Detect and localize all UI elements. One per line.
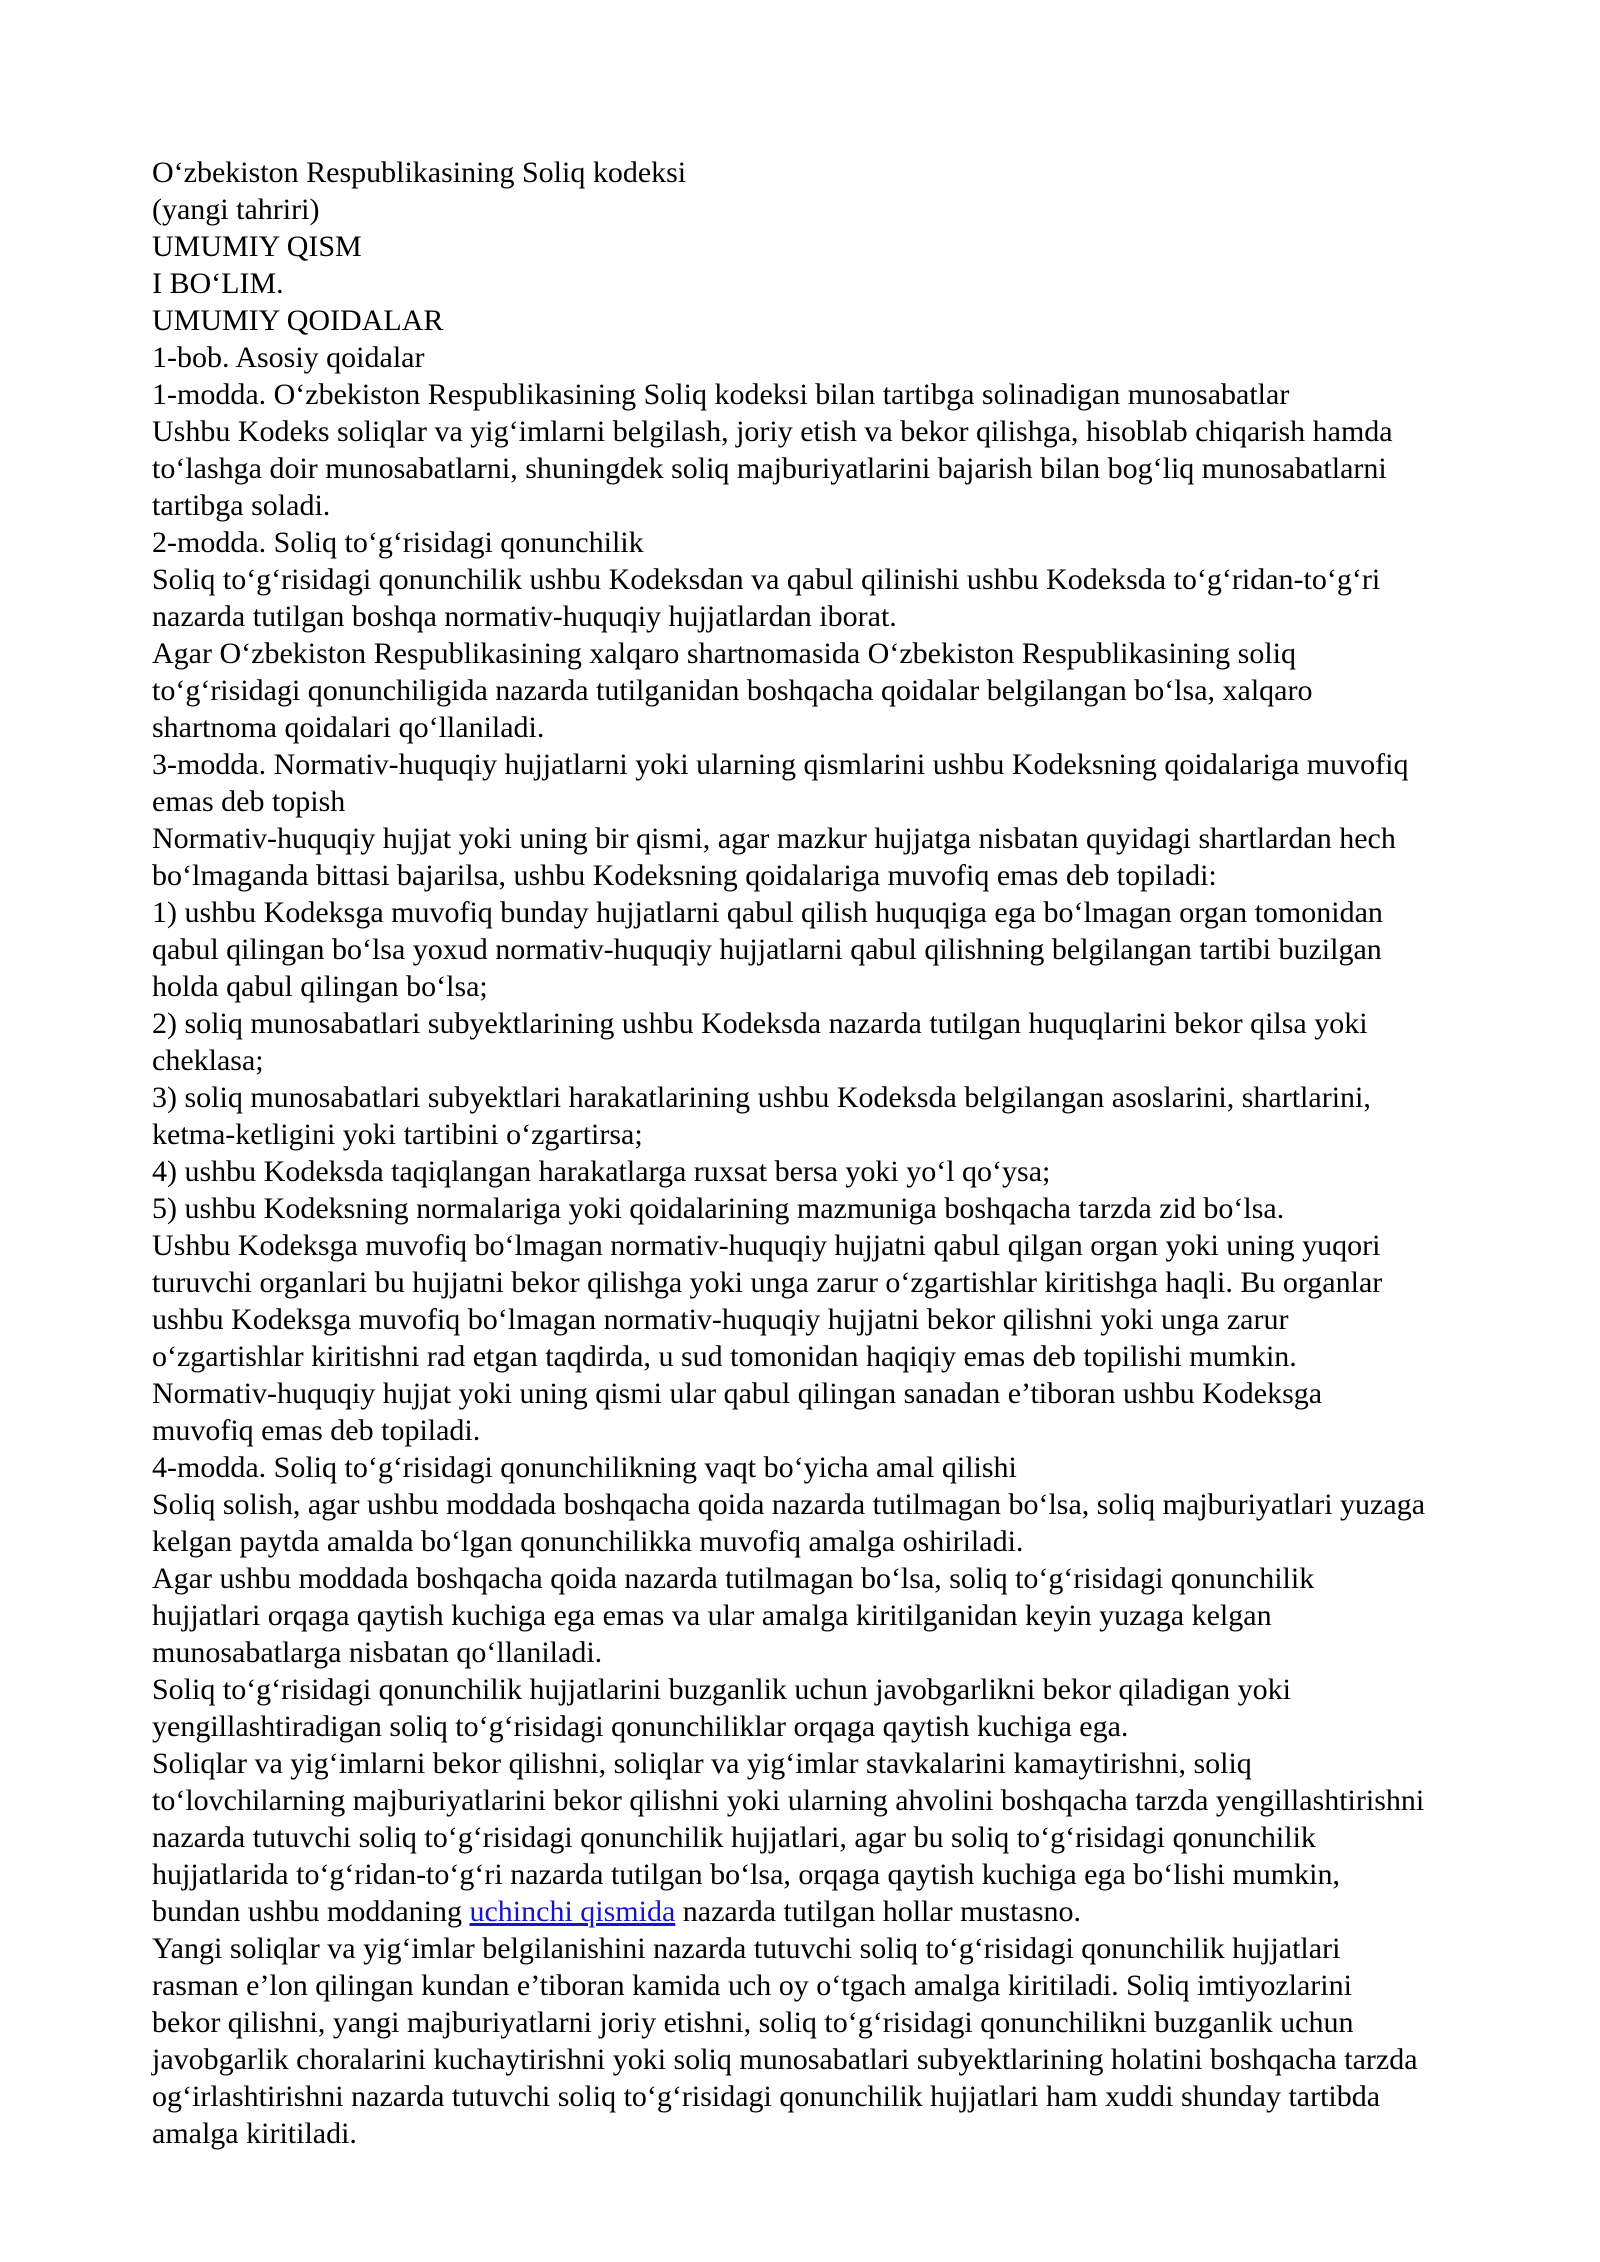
text-span: qabul qilingan bo‘lsa yoxud normativ-huquqiy hujjatlarni qabul qilishning belgilangan tartibi buzilgan — [152, 933, 1382, 966]
text-span: bekor qilishni, yangi majburiyatlarni joriy etishni, soliq to‘g‘risidagi qonunchilikni buzganlik uchun — [152, 2006, 1354, 2039]
text-line — [152, 635, 1562, 672]
text-span: amalga kiritiladi. — [152, 2117, 357, 2150]
text-line — [152, 1819, 1562, 1856]
text-line — [152, 1005, 1562, 1042]
text-line — [152, 1560, 1562, 1597]
text-line — [152, 1967, 1562, 2004]
text-span: javobgarlik choralarini kuchaytirishni yoki soliq munosabatlari subyektlarining holatini boshqacha tarzda — [152, 2043, 1418, 2076]
link-uchinchi-qismida[interactable]: uchinchi qismida — [469, 1895, 676, 1928]
text-span: bo‘lmaganda bittasi bajarilsa, ushbu Kodeksning qoidalariga muvofiq emas deb topiladi: — [152, 859, 1217, 892]
heading-line — [152, 376, 1562, 413]
text-line — [152, 2004, 1562, 2041]
text-line — [152, 598, 1562, 635]
text-span: tartibga soladi. — [152, 489, 331, 522]
text-line — [152, 1190, 1562, 1227]
text-span: Soliq solish, agar ushbu moddada boshqacha qoida nazarda tutilmagan bo‘lsa, soliq majburiyatlari yuzaga — [152, 1488, 1426, 1521]
document-body — [152, 154, 1562, 2152]
text-line — [152, 968, 1562, 1005]
text-line — [152, 1375, 1562, 1412]
text-span: muvofiq emas deb topiladi. — [152, 1414, 481, 1447]
text-line — [152, 820, 1562, 857]
text-span: I BO‘LIM. — [152, 267, 284, 300]
text-line — [152, 1486, 1562, 1523]
text-line — [152, 1782, 1562, 1819]
text-span: 1-bob. Asosiy qoidalar — [152, 341, 425, 374]
document-title-line — [152, 191, 1562, 228]
text-span: munosabatlarga nisbatan qo‘llaniladi. — [152, 1636, 603, 1669]
text-line — [152, 1264, 1562, 1301]
heading-line — [152, 783, 1562, 820]
heading-line — [152, 746, 1562, 783]
text-span: 3-modda. Normativ-huquqiy hujjatlarni yoki ularning qismlarini ushbu Kodeksning qoidalariga muvofiq — [152, 748, 1409, 781]
text-span: nazarda tutuvchi soliq to‘g‘risidagi qonunchilik hujjatlari, agar bu soliq to‘g‘risidagi qonunchilik — [152, 1821, 1316, 1854]
text-span: Normativ-huquqiy hujjat yoki uning bir qismi, agar mazkur hujjatga nisbatan quyidagi shartlardan hech — [152, 822, 1396, 855]
text-line — [152, 1116, 1562, 1153]
text-line — [152, 487, 1562, 524]
text-line — [152, 1745, 1562, 1782]
heading-line — [152, 524, 1562, 561]
text-span: UMUMIY QISM — [152, 230, 362, 263]
text-span: emas deb topish — [152, 785, 346, 818]
text-span: Ushbu Kodeksga muvofiq bo‘lmagan normativ-huquqiy hujjatni qabul qilgan organ yoki uning yuqori — [152, 1229, 1381, 1262]
text-span: to‘lovchilarning majburiyatlarini bekor qilishni yoki ularning ahvolini boshqacha tarzda yengillashtirishni — [152, 1784, 1425, 1817]
text-span: 4) ushbu Kodeksda taqiqlangan harakatlarga ruxsat bersa yoki yo‘l qo‘ysa; — [152, 1155, 1051, 1188]
text-span: holda qabul qilingan bo‘lsa; — [152, 970, 488, 1003]
text-span: Yangi soliqlar va yig‘imlar belgilanishini nazarda tutuvchi soliq to‘g‘risidagi qonunchilik hujjatlari — [152, 1932, 1341, 1965]
text-line — [152, 1597, 1562, 1634]
text-line — [152, 1893, 1562, 1930]
text-line — [152, 1930, 1562, 1967]
text-line — [152, 561, 1562, 598]
text-span: O‘zbekiston Respublikasining Soliq kodeksi — [152, 156, 687, 189]
text-span: hujjatlari orqaga qaytish kuchiga ega emas va ular amalga kiritilganidan keyin yuzaga kelgan — [152, 1599, 1272, 1632]
text-line — [152, 857, 1562, 894]
text-line — [152, 1042, 1562, 1079]
text-span: ketma-ketligini yoki tartibini o‘zgartirsa; — [152, 1118, 643, 1151]
text-line — [152, 1227, 1562, 1264]
text-line — [152, 894, 1562, 931]
text-line — [152, 1338, 1562, 1375]
text-span: Normativ-huquqiy hujjat yoki uning qismi ular qabul qilingan sanadan e’tiboran ushbu Kodeksga — [152, 1377, 1323, 1410]
text-line — [152, 450, 1562, 487]
text-span: Agar O‘zbekiston Respublikasining xalqaro shartnomasida O‘zbekiston Respublikasining soliq — [152, 637, 1296, 670]
text-span: kelgan paytda amalda bo‘lgan qonunchilikka muvofiq amalga oshiriladi. — [152, 1525, 1024, 1558]
text-span: Soliq to‘g‘risidagi qonunchilik ushbu Kodeksdan va qabul qilinishi ushbu Kodeksda to‘g‘ridan-to‘g‘ri — [152, 563, 1381, 596]
text-span: nazarda tutilgan boshqa normativ-huquqiy hujjatlardan iborat. — [152, 600, 897, 633]
text-line — [152, 2078, 1562, 2115]
text-span: UMUMIY QOIDALAR — [152, 304, 444, 337]
text-span: Soliqlar va yig‘imlarni bekor qilishni, soliqlar va yig‘imlar stavkalarini kamaytirishni, soliq — [152, 1747, 1252, 1780]
text-line — [152, 1079, 1562, 1116]
text-span: 2-modda. Soliq to‘g‘risidagi qonunchilik — [152, 526, 644, 559]
text-line — [152, 672, 1562, 709]
text-line — [152, 1153, 1562, 1190]
text-line — [152, 709, 1562, 746]
text-span: 1) ushbu Kodeksga muvofiq bunday hujjatlarni qabul qilish huquqiga ega bo‘lmagan organ tomonidan — [152, 896, 1383, 929]
text-line — [152, 1856, 1562, 1893]
text-span: (yangi tahriri) — [152, 193, 320, 226]
text-line — [152, 1671, 1562, 1708]
text-span: 5) ushbu Kodeksning normalariga yoki qoidalarining mazmuniga boshqacha tarzda zid bo‘lsa. — [152, 1192, 1285, 1225]
text-line — [152, 1523, 1562, 1560]
text-span: 3) soliq munosabatlari subyektlari harakatlarining ushbu Kodeksda belgilangan asoslarini, shartlarini, — [152, 1081, 1371, 1114]
text-line — [152, 1708, 1562, 1745]
text-line — [152, 1412, 1562, 1449]
text-span: ushbu Kodeksga muvofiq bo‘lmagan normativ-huquqiy hujjatni bekor qilishni yoki unga zarur — [152, 1303, 1289, 1336]
text-span: Agar ushbu moddada boshqacha qoida nazarda tutilmagan bo‘lsa, soliq to‘g‘risidagi qonunchilik — [152, 1562, 1315, 1595]
text-span: 4-modda. Soliq to‘g‘risidagi qonunchilikning vaqt bo‘yicha amal qilishi — [152, 1451, 1017, 1484]
text-span: to‘g‘risidagi qonunchiligida nazarda tutilganidan boshqacha qoidalar belgilangan bo‘lsa, xalqaro — [152, 674, 1313, 707]
text-span: cheklasa; — [152, 1044, 264, 1077]
text-span: Soliq to‘g‘risidagi qonunchilik hujjatlarini buzganlik uchun javobgarlikni bekor qiladigan yoki — [152, 1673, 1291, 1706]
text-span: hujjatlarida to‘g‘ridan-to‘g‘ri nazarda tutilgan bo‘lsa, orqaga qaytish kuchiga ega bo‘lishi mumkin, — [152, 1858, 1340, 1891]
text-line — [152, 413, 1562, 450]
text-line — [152, 2041, 1562, 2078]
text-line — [152, 2115, 1562, 2152]
text-span: 2) soliq munosabatlari subyektlarining ushbu Kodeksda nazarda tutilgan huquqlarini bekor qilsa yoki — [152, 1007, 1368, 1040]
text-span: turuvchi organlari bu hujjatni bekor qilishga yoki unga zarur o‘zgartishlar kiritishga haqli. Bu organlar — [152, 1266, 1383, 1299]
heading-line — [152, 265, 1562, 302]
text-span: shartnoma qoidalari qo‘llaniladi. — [152, 711, 545, 744]
text-span: Ushbu Kodeks soliqlar va yig‘imlarni belgilash, joriy etish va bekor qilishga, hisoblab chiqarish hamda — [152, 415, 1393, 448]
document-title-line — [152, 154, 1562, 191]
text-span: bundan ushbu moddaning — [152, 1895, 470, 1928]
text-span: o‘zgartishlar kiritishni rad etgan taqdirda, u sud tomonidan haqiqiy emas deb topilishi mumkin. — [152, 1340, 1297, 1373]
text-line — [152, 1301, 1562, 1338]
text-span: yengillashtiradigan soliq to‘g‘risidagi qonunchiliklar orqaga qaytish kuchiga ega. — [152, 1710, 1129, 1743]
text-span: nazarda tutilgan hollar mustasno. — [675, 1895, 1081, 1928]
text-span: og‘irlashtirishni nazarda tutuvchi soliq to‘g‘risidagi qonunchilik hujjatlari ham xuddi shunday tartibda — [152, 2080, 1381, 2113]
heading-line — [152, 302, 1562, 339]
text-span: rasman e’lon qilingan kundan e’tiboran kamida uch oy o‘tgach amalga kiritiladi. Soliq imtiyozlarini — [152, 1969, 1352, 2002]
text-line — [152, 931, 1562, 968]
text-span: to‘lashga doir munosabatlarni, shuningdek soliq majburiyatlarini bajarish bilan bog‘liq munosabatlarni — [152, 452, 1387, 485]
heading-line — [152, 1449, 1562, 1486]
text-span: 1-modda. O‘zbekiston Respublikasining Soliq kodeksi bilan tartibga solinadigan munosabatlar — [152, 378, 1290, 411]
text-line — [152, 1634, 1562, 1671]
heading-line — [152, 228, 1562, 265]
heading-line — [152, 339, 1562, 376]
